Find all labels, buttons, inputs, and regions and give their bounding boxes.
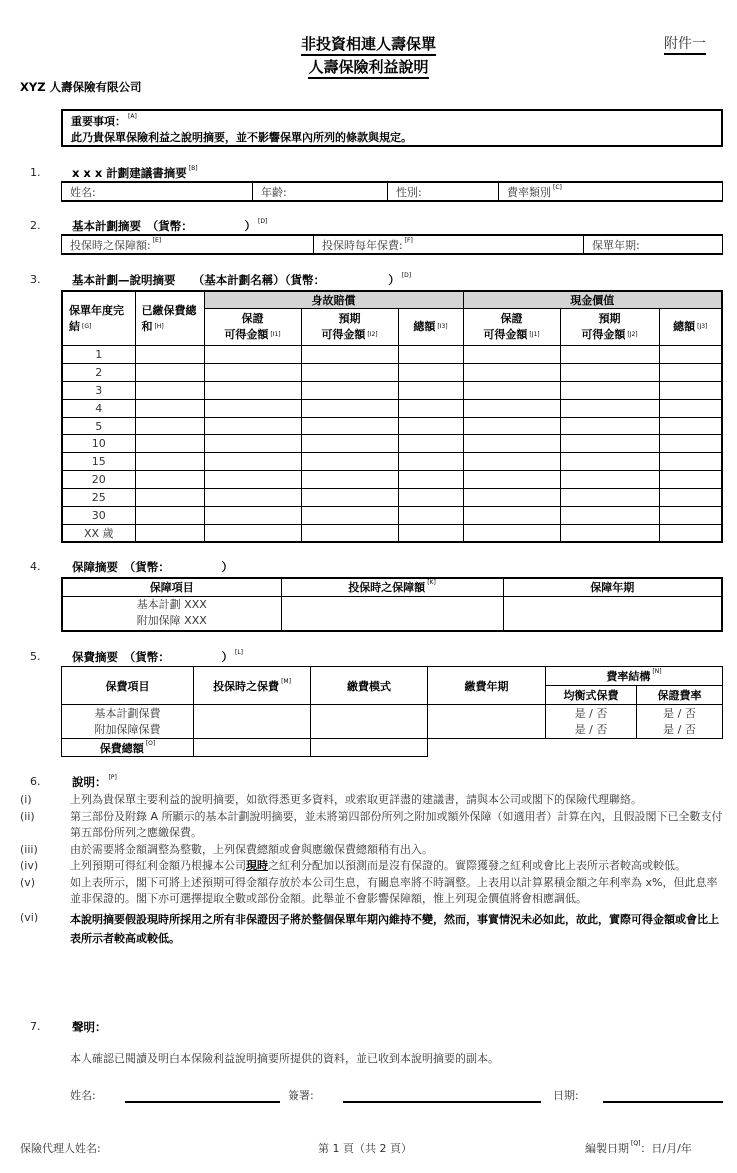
section-2-title: 基本計劃摘要 （貨幣： ） [D] <box>72 218 268 233</box>
value-cell[interactable] <box>659 524 722 542</box>
value-cell[interactable] <box>560 524 659 542</box>
signature-line[interactable] <box>343 1101 541 1103</box>
applicant-table <box>61 181 723 202</box>
value-cell[interactable] <box>204 507 301 525</box>
value-cell[interactable] <box>463 524 560 542</box>
value-cell[interactable] <box>398 399 463 417</box>
value-cell[interactable] <box>398 524 463 542</box>
value-cell[interactable] <box>398 489 463 507</box>
signature-label: 簽署: <box>288 1089 314 1102</box>
policy-year-cell: 4 <box>62 399 135 417</box>
table-row <box>62 471 722 489</box>
value-cell[interactable] <box>204 524 301 542</box>
rate-class-field[interactable]: 費率類別 [C] <box>499 182 723 201</box>
date-label: 日期: <box>553 1089 579 1102</box>
section-5-title: 保費摘要 （貨幣： ） [L] <box>72 649 244 664</box>
policy-term-field[interactable]: 保單年期: <box>584 235 723 254</box>
note-label: (vi) <box>20 910 39 924</box>
header-sum-assured: 投保時之保障額 [K] <box>281 578 503 596</box>
value-cell[interactable] <box>560 399 659 417</box>
value-cell[interactable] <box>204 453 301 471</box>
table-row <box>62 381 722 399</box>
name-field[interactable]: 姓名: <box>62 182 253 201</box>
value-cell[interactable] <box>398 346 463 364</box>
doc-subtitle: 人壽保險利益說明 <box>0 56 737 77</box>
subheader-1: 預期 可得金額 [I2] <box>301 309 398 346</box>
note-label: (i) <box>20 793 32 806</box>
age-field[interactable]: 年齡: <box>253 182 388 201</box>
payment-term-cell[interactable] <box>428 705 546 739</box>
subheader-0: 保證 可得金額 [I1] <box>204 309 301 346</box>
value-cell[interactable] <box>560 471 659 489</box>
value-cell[interactable] <box>398 435 463 453</box>
value-cell[interactable] <box>398 453 463 471</box>
annual-premium-field[interactable]: 投保時每年保費: [F] <box>314 235 584 254</box>
value-cell[interactable] <box>204 435 301 453</box>
value-cell[interactable] <box>204 363 301 381</box>
policy-year-cell: XX 歲 <box>62 524 135 542</box>
value-cell[interactable] <box>463 346 560 364</box>
value-cell[interactable] <box>463 417 560 435</box>
subheader-3: 保證 可得金額 [J1] <box>463 309 560 346</box>
value-cell[interactable] <box>301 417 398 435</box>
value-cell[interactable] <box>204 489 301 507</box>
table-row <box>62 453 722 471</box>
value-cell[interactable] <box>659 435 722 453</box>
value-cell[interactable] <box>659 346 722 364</box>
header-coverage-term: 保障年期 <box>503 578 722 596</box>
premium-item: 附加保障保費 <box>94 722 161 736</box>
value-cell[interactable] <box>463 507 560 525</box>
coverage-item: 基本計劃 XXX <box>136 598 207 612</box>
value-cell[interactable] <box>659 489 722 507</box>
value-cell[interactable] <box>301 399 398 417</box>
value-cell[interactable] <box>204 346 301 364</box>
doc-title: 非投資相連人壽保單 <box>0 33 737 54</box>
value-cell[interactable] <box>301 346 398 364</box>
value-cell[interactable] <box>560 453 659 471</box>
value-cell[interactable] <box>301 453 398 471</box>
policy-year-cell: 30 <box>62 507 135 525</box>
table-row <box>62 346 722 364</box>
value-cell[interactable] <box>659 363 722 381</box>
value-cell[interactable] <box>135 489 204 507</box>
table-row <box>62 489 722 507</box>
premium-table <box>61 666 723 757</box>
sum-assured-cell[interactable] <box>281 596 503 631</box>
coverage-term-cell[interactable] <box>503 596 722 631</box>
table-row <box>62 435 722 453</box>
value-cell[interactable] <box>301 381 398 399</box>
header-guaranteed-rate: 保證費率 <box>637 686 723 705</box>
value-cell[interactable] <box>204 381 301 399</box>
note-label: (iv) <box>20 859 39 872</box>
note-text: 上列預期可得紅利金額乃根據本公司現時之紅利分配加以預測而是沒有保證的。實際獲發之紅利或會比上表所示者較高或較低。 <box>70 859 686 872</box>
value-cell[interactable] <box>204 417 301 435</box>
section-1-title: x x x 計劃建議書摘要 [B] <box>72 165 198 180</box>
value-cell[interactable] <box>301 489 398 507</box>
declaration-text: 本人確認已閱讀及明白本保險利益說明摘要所提供的資料，並已收到本說明摘要的副本。 <box>70 1052 499 1065</box>
policy-year-cell: 3 <box>62 381 135 399</box>
header-coverage-item: 保障項目 <box>62 578 281 596</box>
note-text: 如上表所示，閣下可將上述預期可得金額存放於本公司生息，有關息率將不時調整。上表用以計算累積金額之年利率為 x%，但此息率並非保證的。閣下亦可選擇提取全數或部份金額。此舉並不會影響保障額，惟上列現金價值將會相應調低。 <box>70 875 718 905</box>
total-premium-cell[interactable] <box>194 739 311 757</box>
value-cell[interactable] <box>301 363 398 381</box>
value-cell[interactable] <box>301 435 398 453</box>
section-6-title: 說明： [P] <box>72 774 117 789</box>
section-4-title: 保障摘要 （貨幣： ） <box>72 560 233 574</box>
initial-premium-cell[interactable] <box>194 705 311 739</box>
value-cell[interactable] <box>560 435 659 453</box>
total-mode-cell[interactable] <box>311 739 428 757</box>
subheader-5: 總額 [J3] <box>659 309 722 346</box>
section-7-title: 聲明： <box>72 1020 107 1034</box>
value-cell[interactable] <box>659 507 722 525</box>
value-cell[interactable] <box>659 399 722 417</box>
value-cell[interactable] <box>301 507 398 525</box>
premium-item: 基本計劃保費 <box>94 706 161 720</box>
value-cell[interactable] <box>135 417 204 435</box>
value-cell[interactable] <box>560 346 659 364</box>
section-number: 2. <box>30 219 41 232</box>
illustration-table <box>61 290 723 543</box>
value-cell[interactable] <box>659 471 722 489</box>
preparation-date: 編製日期 [Q]：日/月/年 <box>585 1140 692 1155</box>
yes-no-option[interactable]: 是 / 否 <box>574 722 608 736</box>
sum-assured-field[interactable]: 投保時之保障額: [E] <box>62 235 314 254</box>
header-death-benefit: 身故賠償 <box>204 291 463 309</box>
section-number: 5. <box>30 650 41 663</box>
note-text: 本說明摘要假設現時所採用之所有非保證因子將於整個保單年期內維持不變，然而，事實情況未必如此，故此，實際可得金額或會比上表所示者較高或較低。 <box>70 912 719 945</box>
name-signature-line[interactable] <box>125 1101 280 1103</box>
value-cell[interactable] <box>204 399 301 417</box>
table-row <box>62 417 722 435</box>
value-cell[interactable] <box>135 453 204 471</box>
page-number: 第 1 頁（共 2 頁） <box>318 1142 412 1155</box>
policy-year-cell: 15 <box>62 453 135 471</box>
policy-year-cell: 10 <box>62 435 135 453</box>
section-number: 3. <box>30 273 41 286</box>
header-payment-mode: 繳費模式 <box>311 667 428 705</box>
company-name: XYZ 人壽保險有限公司 <box>20 80 142 94</box>
value-cell[interactable] <box>135 524 204 542</box>
value-cell[interactable] <box>398 381 463 399</box>
gender-field[interactable]: 性別: <box>388 182 499 201</box>
value-cell[interactable] <box>659 417 722 435</box>
value-cell[interactable] <box>560 507 659 525</box>
value-cell[interactable] <box>204 471 301 489</box>
value-cell[interactable] <box>135 363 204 381</box>
section-number: 1. <box>30 166 41 179</box>
annex-label: 附件一 <box>664 33 706 55</box>
basic-plan-table <box>61 234 723 255</box>
value-cell[interactable] <box>135 435 204 453</box>
value-cell[interactable] <box>463 435 560 453</box>
header-cash-value: 現金價值 <box>463 291 722 309</box>
name-label: 姓名: <box>70 1089 96 1102</box>
section-number: 4. <box>30 560 41 573</box>
value-cell[interactable] <box>560 489 659 507</box>
value-cell[interactable] <box>560 417 659 435</box>
yes-no-option[interactable]: 是 / 否 <box>574 706 608 720</box>
value-cell[interactable] <box>398 417 463 435</box>
header-premiums-paid: 已繳保費總和 [H] <box>135 291 204 346</box>
value-cell[interactable] <box>398 507 463 525</box>
value-cell[interactable] <box>398 471 463 489</box>
subheader-2: 總額 [I3] <box>398 309 463 346</box>
policy-year-cell: 2 <box>62 363 135 381</box>
value-cell[interactable] <box>135 381 204 399</box>
value-cell[interactable] <box>301 471 398 489</box>
value-cell[interactable] <box>463 363 560 381</box>
note-text: 由於需要將金額調整為整數，上列保費總額或會與應繳保費總額稍有出入。 <box>70 842 433 856</box>
header-premium-item: 保費項目 <box>62 667 194 705</box>
section-3-title: 基本計劃—說明摘要 （基本計劃名稱）（貨幣： ） [D] <box>72 272 412 287</box>
policy-year-cell: 1 <box>62 346 135 364</box>
header-payment-term: 繳費年期 <box>428 667 546 705</box>
header-level-premium: 均衡式保費 <box>546 686 637 705</box>
section-number: 7. <box>30 1020 41 1033</box>
value-cell[interactable] <box>560 381 659 399</box>
total-premium-label: 保費總額 [O] <box>62 739 194 757</box>
policy-year-cell: 20 <box>62 471 135 489</box>
coverage-table <box>61 577 723 632</box>
value-cell[interactable] <box>560 363 659 381</box>
value-cell[interactable] <box>463 489 560 507</box>
table-row <box>62 399 722 417</box>
table-row <box>62 507 722 525</box>
date-line[interactable] <box>603 1101 723 1103</box>
yes-no-option[interactable]: 是 / 否 <box>663 706 696 720</box>
value-cell[interactable] <box>463 381 560 399</box>
value-cell[interactable] <box>463 399 560 417</box>
section-number: 6. <box>30 775 41 788</box>
coverage-item: 附加保障 XXX <box>136 614 207 628</box>
table-row <box>62 363 722 381</box>
table-row <box>62 524 722 542</box>
note-text: 上列為貴保單主要利益的說明摘要，如欲得悉更多資料，或索取更詳盡的建議書，請與本公司或閣下的保險代理聯絡。 <box>70 793 642 806</box>
header-initial-premium: 投保時之保費 [M] <box>194 667 311 705</box>
policy-year-cell: 5 <box>62 417 135 435</box>
note-text: 第三部份及附錄 A 所顯示的基本計劃說明摘要，並未將第四部份所列之附加或額外保障（如適用者）計算在內，且假設閣下已全數支付第五部份所列之應繳保費。 <box>70 809 723 839</box>
agent-name-label: 保險代理人姓名: <box>20 1142 101 1155</box>
value-cell[interactable] <box>398 363 463 381</box>
value-cell[interactable] <box>301 524 398 542</box>
header-policy-year: 保單年度完結 [G] <box>62 291 135 346</box>
value-cell[interactable] <box>659 453 722 471</box>
value-cell[interactable] <box>135 507 204 525</box>
note-label: (v) <box>20 875 36 889</box>
note-label: (ii) <box>20 809 35 823</box>
note-label: (iii) <box>20 842 38 856</box>
important-box: 重要事項： [A] 此乃貴保單保險利益之說明摘要，並不影響保單內所列的條款與規定。 <box>61 109 723 147</box>
policy-year-cell: 25 <box>62 489 135 507</box>
value-cell[interactable] <box>463 453 560 471</box>
subheader-4: 預期 可得金額 [J2] <box>560 309 659 346</box>
value-cell[interactable] <box>659 381 722 399</box>
value-cell[interactable] <box>135 346 204 364</box>
header-rate-structure: 費率結構 [N] <box>546 667 723 686</box>
value-cell[interactable] <box>135 399 204 417</box>
notes-list <box>20 792 725 948</box>
payment-mode-cell[interactable] <box>311 705 428 739</box>
value-cell[interactable] <box>135 471 204 489</box>
yes-no-option[interactable]: 是 / 否 <box>663 722 696 736</box>
value-cell[interactable] <box>463 471 560 489</box>
